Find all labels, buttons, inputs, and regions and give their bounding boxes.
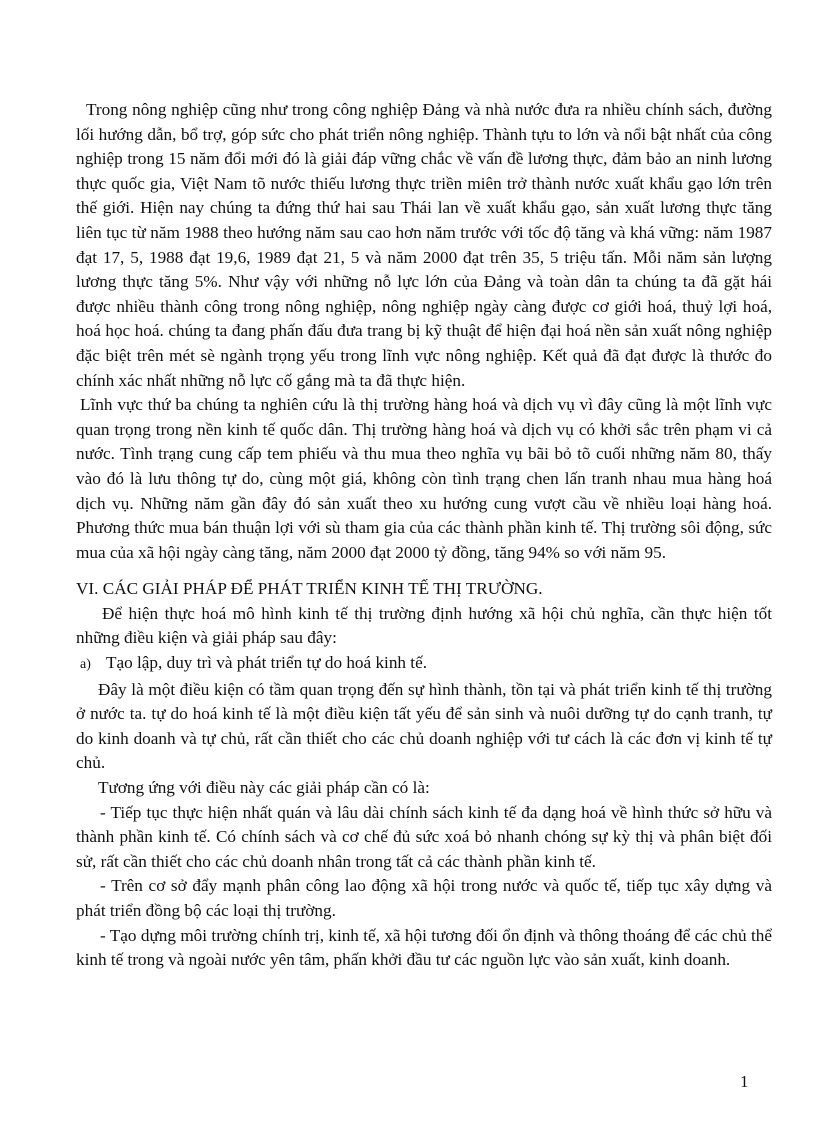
solution-item-2: - Trên cơ sở đẩy mạnh phân công lao động xã hội trong nước và quốc tế, tiếp tục xây dựng và phát triển đồng bộ các loại thị trường. bbox=[76, 876, 772, 920]
item-a-body: Đây là một điều kiện có tầm quan trọng đến sự hình thành, tồn tại và phát triển kinh tế thị trường ở nước ta. tự do hoá kinh tế là một điều kiện tất yếu để sản sinh và nuôi dưỡng tự do cạnh tranh, tự do kinh doanh và tự chủ, rất cần thiết cho các chủ doanh nghiệp với tư cách là các đơn vị kinh tế tự chủ. bbox=[76, 679, 772, 773]
list-item-a bbox=[76, 651, 772, 678]
solutions-intro: Tương ứng với điều này các giải pháp cần có là: bbox=[98, 778, 430, 798]
list-item-a-text: Tạo lập, duy trì và phát triển tự do hoá kinh tế. bbox=[106, 653, 427, 673]
solution-item-1: - Tiếp tục thực hiện nhất quán và lâu dài chính sách kinh tế đa dạng hoá về hình thức sở hữu và thành phần kinh tế. Có chính sách và cơ chế đủ sức xoá bỏ nhanh chóng sự kỳ thị và phân biệt đối sử, rất cần thiết cho các chủ doanh nhân trong tất cả các thành phần kinh tế. bbox=[76, 802, 772, 871]
section-heading: VI. CÁC GIẢI PHÁP ĐỂ PHÁT TRIỂN KINH TẾ THỊ TRƯỜNG. bbox=[76, 579, 543, 599]
list-item-a-marker: a) bbox=[80, 657, 91, 673]
section-intro: Để hiện thực hoá mô hình kinh tế thị trường định hướng xã hội chủ nghĩa, cần thực hiện tốt những điều kiện và giải pháp sau đây: bbox=[76, 603, 772, 648]
paragraph-goods-services-market: Lĩnh vực thứ ba chúng ta nghiên cứu là thị trường hàng hoá và dịch vụ vì đây cũng là một lĩnh vực quan trọng trong nền kinh tế quốc dân. Thị trường hàng hoá và dịch vụ có khởi sắc trên phạm vi cả nước. Tình trạng cung cấp tem phiếu và thu mua theo nghĩa vụ bãi bỏ tõ cuối những năm 80, thấy vào đó là lưu thông tự do, cùng một giá, không còn tình trạng chen lấn tranh nhau mua hàng hoá dịch vụ. Những năm gần đây đó sản xuất theo xu hướng cung vượt cầu về nhiều loại hàng hoá. Phương thức mua bán thuận lợi với sù tham gia của các thành phần kinh tế. Thị trường sôi động, sức mua của xã hội ngày càng tăng, năm 2000 đạt 2000 tỷ đồng, tăng 94% so với năm 95. bbox=[76, 395, 772, 562]
solution-item-3: - Tạo dựng môi trường chính trị, kinh tế, xã hội tương đối ổn định và thông thoáng để các chủ thể kinh tế trong và ngoài nước yên tâm, phấn khởi đầu tư các nguồn lực vào sản xuất, kinh doanh. bbox=[76, 925, 772, 970]
page-number: 1 bbox=[740, 1072, 749, 1091]
paragraph-agriculture: Trong nông nghiệp cũng như trong công nghiệp Đảng và nhà nước đưa ra nhiều chính sách, đường lối hướng dẫn, bổ trợ, góp sức cho phát triển nông nghiệp. Thành tựu to lớn và nổi bật nhất của công nghiệp trong 15 năm đổi mới đó là giải đáp vững chắc về vấn đề lương thực, đảm bảo an ninh lương thực quốc gia, Việt Nam tõ nước thiếu lương thực triền miên trở thành nước xuất khẩu gạo lớn trên thế giới. Hiện nay chúng ta đứng thứ hai sau Thái lan về xuất khẩu gạo, sản xuất lương thực tăng liên tục từ năm 1988 theo hướng năm sau cao hơn năm trước với tốc độ tăng và khá vững: năm 1987 đạt 17, 5, 1988 đạt 19,6, 1989 đạt 21, 5 và năm 2000 đạt trên 35, 5 triệu tấn. Mỗi năm sản lượng lương thực tăng 5%. Như vậy với những nỗ lực lớn của Đảng và toàn dân ta chúng ta đã gặt hái được nhiều thành công trong nông nghiệp, nông nghiệp ngày càng được cơ giới hoá, thuỷ lợi hoá, hoá học hoá. chúng ta đang phấn đấu đưa trang bị kỹ thuật để hiện đại hoá nền sản xuất nông nghiệp đặc biệt trên mét sè ngành trọng yếu trong lĩnh vực nông nghiệp. Kết quả đã đạt được là thước đo chính xác nhất những nỗ lực cố gắng mà ta đã thực hiện. bbox=[76, 100, 772, 390]
document-body bbox=[76, 98, 772, 973]
